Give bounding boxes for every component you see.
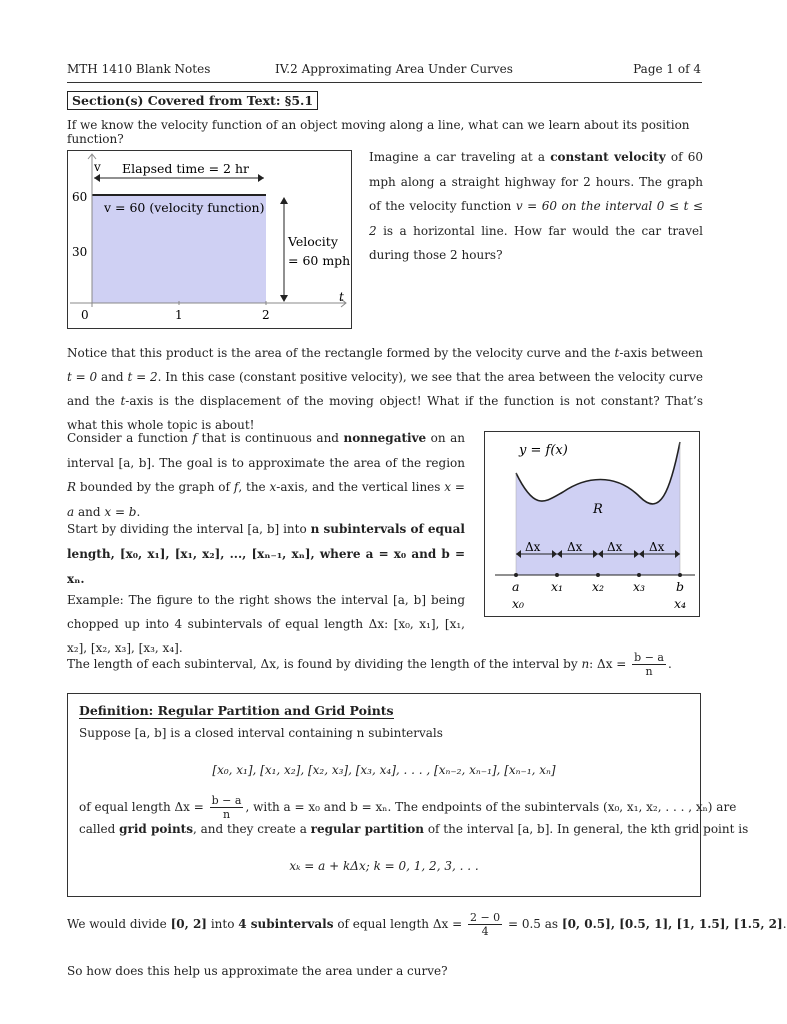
tick-x1: x₁ [551, 579, 564, 594]
tick-x3: x₃ [633, 579, 646, 594]
function-label: v = 60 (velocity function) [104, 200, 265, 215]
length-fraction: $\frac{b - a}{n}$ [634, 651, 664, 678]
tick-a: a [512, 579, 520, 594]
intro-question: If we know the velocity function of an object moving along a line, what can we learn about its position function? [67, 118, 690, 146]
length-sentence: The length of each subinterval, Δx, is found by dividing the length of the interval by n: Δx = $\frac{b - a}{n}$ . [67, 651, 672, 678]
divide-fraction: $\frac{2 - 0}{4}$ [469, 911, 501, 938]
regular-partition-term: regular partition [310, 822, 424, 836]
velocity-label-1: Velocity [288, 234, 338, 249]
divide-sentence: We would divide [0, 2] into 4 subintervals of equal length Δx = $\frac{2 - 0}{4}$ = 0.5 as [0, 0.5], [0.5, 1], [1, 1.5], [1.5, 2]. [67, 911, 787, 938]
delta-label-4: Δx [649, 540, 665, 554]
section-label-box [67, 93, 318, 108]
velocity-label-2: = 60 mph [288, 253, 351, 268]
y-tick-30: 30 [72, 245, 88, 259]
tick-x2: x₂ [592, 579, 605, 594]
x-tick-2: 2 [262, 308, 270, 322]
subintervals-term: n subintervals of equal length, [x₀, x₁], [x₁, x₂], ..., [xₙ₋₁, xₙ], where a = x₀ and b = xₙ. [67, 522, 465, 586]
consider-paragraph: Consider a function f that is continuous and nonnegative on an interval [a, b]. The goal is to approximate the area of the region R bounded by the graph of f, the x-axis, and the vertical lines x = a and x = b. [67, 431, 466, 519]
definition-fraction: $\frac{b - a}{n}$ [211, 794, 242, 821]
delta-label-3: Δx [607, 540, 623, 554]
region-label: R [593, 502, 603, 517]
closing-question: So how does this help us approximate the area under a curve? [67, 964, 448, 978]
tick-x0: x₀ [512, 596, 525, 611]
partition-graph [485, 432, 699, 616]
grid-point-formula: xₖ = a + kΔx; k = 0, 1, 2, 3, . . . [289, 859, 479, 873]
header-topic: IV.2 Approximating Area Under Curves [275, 62, 513, 76]
delta-label-2: Δx [567, 540, 583, 554]
section-label: Section(s) Covered from Text: §5.1 [67, 91, 318, 110]
partition-figure [484, 431, 700, 617]
header-course: MTH 1410 Blank Notes [67, 62, 211, 76]
x-axis-label: t [339, 290, 344, 304]
function-label: y = f(x) [519, 443, 568, 458]
definition-line-3: called grid points, and they create a regular partition of the interval [a, b]. In general, the kth grid point is [79, 822, 749, 836]
velocity-figure [67, 150, 352, 329]
elapsed-label: Elapsed time = 2 hr [122, 161, 250, 176]
notice-paragraph: Notice that this product is the area of the rectangle formed by the velocity curve and the t-axis between t = 0 and t = 2. In this case (constant positive velocity), we see that the area between the velocity curve and the t-axis is the displacement of the moving object! What if the function is not constant? That’s what this whole topic is about! [67, 346, 704, 432]
tick-x4: x₄ [674, 596, 687, 611]
definition-title: Definition: Regular Partition and Grid Points [79, 703, 394, 718]
velocity-graph [68, 151, 351, 328]
y-tick-60: 60 [72, 190, 88, 204]
definition-box [67, 693, 749, 897]
nonnegative-term: nonnegative [343, 431, 427, 445]
x-tick-0: 0 [81, 308, 89, 322]
example-paragraph: Example: The figure to the right shows the interval [a, b] being chopped up into 4 subintervals of equal length Δx: [x₀, x₁], [x₁, x₂], [x₂, x₃], [x₃, x₄]. [67, 593, 465, 655]
start-paragraph: Start by dividing the interval [a, b] into n subintervals of equal length, [x₀, x₁], [x₁, x₂], ..., [xₙ₋₁, xₙ], where a = x₀ and b = xₙ. [67, 522, 465, 586]
header-rule [67, 82, 702, 83]
grid-points-term: grid points [119, 822, 193, 836]
definition-line-2: of equal length Δx = $\frac{b - a}{n}$ , with a = x₀ and b = xₙ. The endpoints of the subintervals (x₀, x₁, x₂, . . . , xₙ) are [79, 794, 737, 821]
definition-line-1: Suppose [a, b] is a closed interval containing n subintervals [79, 726, 443, 740]
definition-intervals: [x₀, x₁], [x₁, x₂], [x₂, x₃], [x₃, x₄], . . . , [xₙ₋₂, xₙ₋₁], [xₙ₋₁, xₙ] [212, 763, 556, 777]
tick-b: b [676, 579, 685, 594]
header-page: Page 1 of 4 [633, 62, 701, 76]
x-tick-1: 1 [175, 308, 183, 322]
y-axis-label: v [94, 160, 101, 174]
delta-label-1: Δx [525, 540, 541, 554]
car-paragraph: Imagine a car traveling at a constant velocity of 60 mph along a straight highway for 2 hours. The graph of the velocity function v = 60 on the interval 0 ≤ t ≤ 2 is a horizontal line. How far would the car travel during those 2 hours? [369, 150, 703, 262]
constant-velocity-term: constant velocity [550, 150, 666, 164]
